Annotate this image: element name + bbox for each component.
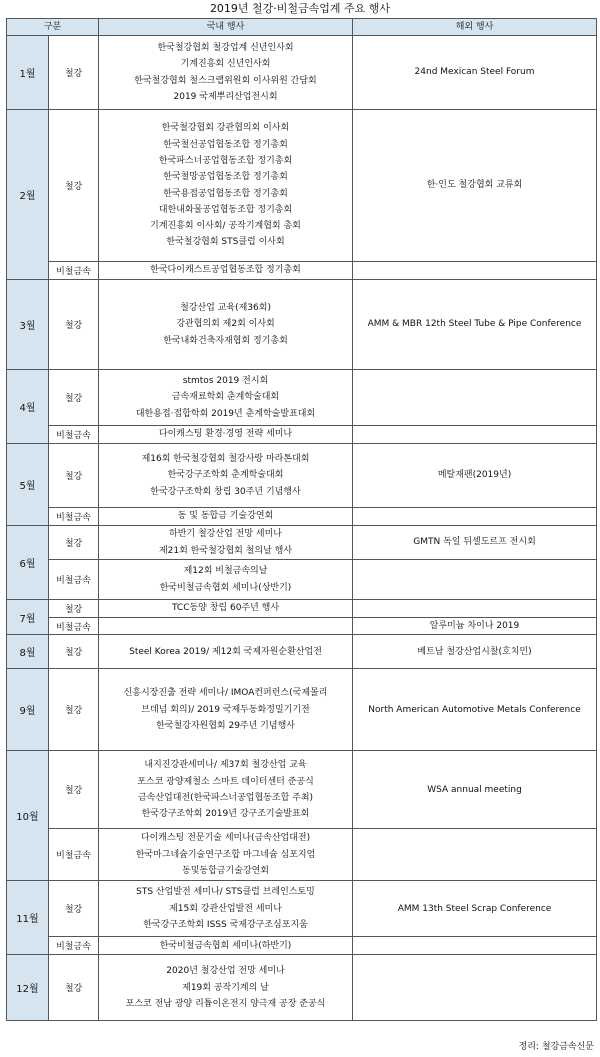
month-cell: 5월 — [7, 444, 49, 526]
domestic-event: 대한내화물공업협동조합 정기총회 — [158, 204, 293, 215]
domestic-event: 한국마그네슘기술연구조합 마그네슘 심포지엄 — [135, 849, 316, 860]
domestic-event: 내지진강관세미나/ 제37회 철강산업 교육 — [144, 760, 307, 771]
overseas-event: 알루미늄 차이나 2019 — [429, 621, 520, 631]
domestic-event: 한국철선공업협동조합 정기총회 — [163, 139, 288, 150]
domestic-event: 2019 국제뿌리산업전시회 — [173, 91, 278, 102]
domestic-events-cell — [99, 751, 353, 829]
month-cell: 3월 — [7, 280, 49, 370]
table-row — [7, 280, 597, 370]
category-cell: 비철금속 — [49, 508, 99, 526]
table-row — [7, 508, 597, 526]
table-row — [7, 560, 597, 600]
overseas-events-cell — [353, 881, 597, 937]
month-cell: 2월 — [7, 110, 49, 280]
table-row — [7, 829, 597, 881]
domestic-event: 금속재료학회 춘계학술대회 — [171, 392, 280, 403]
domestic-event: 제21회 한국철강협회 철의날 행사 — [158, 545, 293, 556]
domestic-events-cell — [99, 881, 353, 937]
overseas-events-cell — [353, 36, 597, 110]
domestic-event: 한국비철금속협회 세미나(상반기) — [159, 582, 292, 593]
domestic-events-cell — [99, 955, 353, 1021]
domestic-event: 한국비철금속협회 세미나(하반기) — [159, 940, 292, 951]
category-cell: 철강 — [49, 751, 99, 829]
category-cell: 철강 — [49, 370, 99, 426]
month-cell: 4월 — [7, 370, 49, 444]
table-row — [7, 669, 597, 751]
overseas-event: 한·인도 철강협회 교류회 — [426, 180, 523, 191]
category-cell: 비철금속 — [49, 829, 99, 881]
month-cell: 8월 — [7, 635, 49, 669]
category-cell: 비철금속 — [49, 560, 99, 600]
domestic-events-cell — [99, 669, 353, 751]
domestic-event: 금속산업대전(한국파스너공업협동조합 주최) — [137, 792, 314, 803]
overseas-events-cell — [353, 635, 597, 669]
header-row — [7, 19, 597, 36]
domestic-event: 한국강구조학회 2019년 강구조기술발표회 — [141, 809, 310, 820]
category-cell: 비철금속 — [49, 262, 99, 280]
category-cell: 비철금속 — [49, 426, 99, 444]
domestic-event: 제19회 공작기계의 날 — [182, 982, 269, 993]
domestic-event: 한국철강자원협회 29주년 기념행사 — [156, 720, 295, 731]
domestic-event: 한국강구조학회 창립 30주년 기념행사 — [150, 486, 301, 497]
domestic-event: 한국강구조학회 춘계학술대회 — [167, 470, 284, 481]
domestic-event: stmtos 2019 전시회 — [182, 376, 269, 387]
domestic-event: 한국철망공업협동조합 정기총회 — [163, 172, 288, 183]
domestic-events-cell — [99, 280, 353, 370]
table-row — [7, 370, 597, 426]
domestic-events-cell — [99, 444, 353, 508]
category-cell: 철강 — [49, 444, 99, 508]
domestic-event: 한국다이캐스트공업협동조합 정기총회 — [150, 265, 301, 276]
domestic-events-cell — [99, 526, 353, 560]
overseas-events-cell — [353, 370, 597, 426]
overseas-event: WSA annual meeting — [427, 784, 522, 795]
month-cell: 11월 — [7, 881, 49, 955]
domestic-event: 동및동합금기술강연회 — [182, 865, 269, 876]
table-row — [7, 444, 597, 508]
category-cell: 철강 — [49, 881, 99, 937]
header-division: 구분 — [7, 19, 99, 36]
overseas-event: North American Automotive Metals Conference — [368, 704, 581, 715]
category-cell: 철강 — [49, 526, 99, 560]
domestic-event: 한국파스너공업협동조합 정기총회 — [158, 155, 293, 166]
table-row — [7, 635, 597, 669]
overseas-event: 24nd Mexican Steel Forum — [414, 67, 535, 78]
month-cell: 7월 — [7, 600, 49, 635]
domestic-event: 한국철강협회 철강업계 신년인사회 — [157, 42, 294, 53]
category-cell: 철강 — [49, 600, 99, 618]
category-cell: 비철금속 — [49, 618, 99, 635]
table-row — [7, 618, 597, 635]
overseas-events-cell — [353, 937, 597, 955]
domestic-events-cell — [99, 937, 353, 955]
domestic-events-cell — [99, 600, 353, 618]
table-row — [7, 751, 597, 829]
domestic-event: 다이캐스팅 전문기술 세미나(금속산업대전) — [140, 833, 311, 844]
table-row — [7, 881, 597, 937]
table-row — [7, 937, 597, 955]
overseas-events-cell — [353, 669, 597, 751]
table-row — [7, 955, 597, 1021]
overseas-events-cell — [353, 618, 597, 635]
domestic-events-cell — [99, 635, 353, 669]
header-overseas: 해외 행사 — [353, 19, 597, 36]
category-cell: 철강 — [49, 669, 99, 751]
domestic-event: 한국용접공업협동조합 정기총회 — [163, 188, 288, 199]
overseas-events-cell — [353, 426, 597, 444]
overseas-events-cell — [353, 444, 597, 508]
overseas-events-cell — [353, 508, 597, 526]
header-domestic: 국내 행사 — [99, 19, 353, 36]
domestic-events-cell — [99, 508, 353, 526]
table-title: 2019년 철강·비철금속업계 주요 행사 — [209, 2, 391, 15]
domestic-events-cell — [99, 110, 353, 262]
domestic-event: 다이캐스팅 환경·경영 전략 세미나 — [158, 429, 293, 440]
overseas-events-cell — [353, 955, 597, 1021]
overseas-event: AMM & MBR 12th Steel Tube & Pipe Conference — [367, 319, 582, 330]
overseas-events-cell — [353, 262, 597, 280]
table-row — [7, 262, 597, 280]
domestic-event: STS 산업발전 세미나/ STS클럽 브레인스토밍 — [136, 887, 315, 898]
overseas-event: 메탈재팬(2019년) — [437, 470, 512, 481]
table-row — [7, 110, 597, 262]
overseas-events-cell — [353, 751, 597, 829]
category-cell: 철강 — [49, 110, 99, 262]
overseas-event: AMM 13th Steel Scrap Conference — [397, 903, 552, 914]
table-row — [7, 36, 597, 110]
domestic-events-cell — [99, 262, 353, 280]
overseas-events-cell — [353, 526, 597, 560]
domestic-event: 한국철강협회 STS클럽 이사회 — [166, 237, 285, 248]
domestic-event: 신흥시장진출 전략 세미나/ IMOA컨퍼런스(국제몰리 — [123, 688, 328, 699]
domestic-event: 제16회 한국철강협회 철강사랑 마라톤대회 — [141, 454, 310, 465]
domestic-event: 제15회 강관산업발전 세미나 — [169, 903, 282, 914]
source-credit: 정리: 철강금속신문 — [518, 1042, 594, 1052]
domestic-event: 브데넘 회의)/ 2019 국제두동화정밀기기전 — [141, 704, 310, 715]
domestic-event: 포스코 광양제철소 스마트 데이터센터 준공식 — [137, 776, 314, 787]
month-cell: 10월 — [7, 751, 49, 881]
month-cell: 9월 — [7, 669, 49, 751]
table-row — [7, 526, 597, 560]
domestic-event: 한국내화건축자재협회 정기총회 — [163, 335, 288, 346]
domestic-event: 한국철강협회 강관협의회 이사회 — [161, 123, 290, 134]
domestic-events-cell — [99, 560, 353, 600]
domestic-event: TCC동양 창립 60주년 행사 — [171, 603, 280, 614]
domestic-event: 포스코 전남 광양 리튬이온전지 양극재 공장 준공식 — [125, 998, 326, 1009]
domestic-event: 한국강구조학회 ISSS 국제강구조심포지움 — [143, 919, 308, 930]
domestic-event: 2020년 철강산업 전망 세미나 — [166, 966, 285, 977]
domestic-events-cell — [99, 426, 353, 444]
domestic-event: Steel Korea 2019/ 제12회 국제자원순환산업전 — [129, 646, 322, 657]
month-cell: 1월 — [7, 36, 49, 110]
domestic-event: 대한용접·접합학회 2019년 춘계학술발표대회 — [135, 408, 316, 419]
domestic-event: 한국철강협회 철스크랩위원회 이사위원 간담회 — [134, 75, 317, 86]
category-cell: 철강 — [49, 280, 99, 370]
domestic-event: 강관협의회 제2회 이사회 — [176, 319, 275, 330]
domestic-events-cell — [99, 829, 353, 881]
domestic-events-cell — [99, 370, 353, 426]
overseas-events-cell — [353, 560, 597, 600]
events-table — [6, 18, 597, 1021]
month-cell: 12월 — [7, 955, 49, 1021]
domestic-events-cell — [99, 618, 353, 635]
category-cell: 비철금속 — [49, 937, 99, 955]
domestic-event: 동 및 동합금 기술강연회 — [177, 511, 274, 522]
overseas-event: GMTN 독일 뒤셀도르프 전시회 — [413, 537, 536, 548]
domestic-event: 기계진흥회 이사회/ 공작기계협회 총회 — [150, 221, 301, 232]
domestic-event: 하반기 철강산업 전망 세미나 — [169, 529, 282, 540]
table-row — [7, 600, 597, 618]
domestic-event: 철강산업 교육(제36회) — [180, 303, 271, 314]
table-row — [7, 426, 597, 444]
overseas-event: 베트남 철강산업시찰(호치민) — [417, 646, 532, 657]
domestic-event: 제12회 비철금속의날 — [183, 566, 268, 577]
overseas-events-cell — [353, 110, 597, 262]
category-cell: 철강 — [49, 36, 99, 110]
category-cell: 철강 — [49, 955, 99, 1021]
category-cell: 철강 — [49, 635, 99, 669]
month-cell: 6월 — [7, 526, 49, 600]
domestic-event: 기계진흥회 신년인사회 — [180, 59, 271, 70]
events-body — [7, 36, 597, 1021]
overseas-events-cell — [353, 829, 597, 881]
domestic-events-cell — [99, 36, 353, 110]
overseas-events-cell — [353, 280, 597, 370]
overseas-events-cell — [353, 600, 597, 618]
